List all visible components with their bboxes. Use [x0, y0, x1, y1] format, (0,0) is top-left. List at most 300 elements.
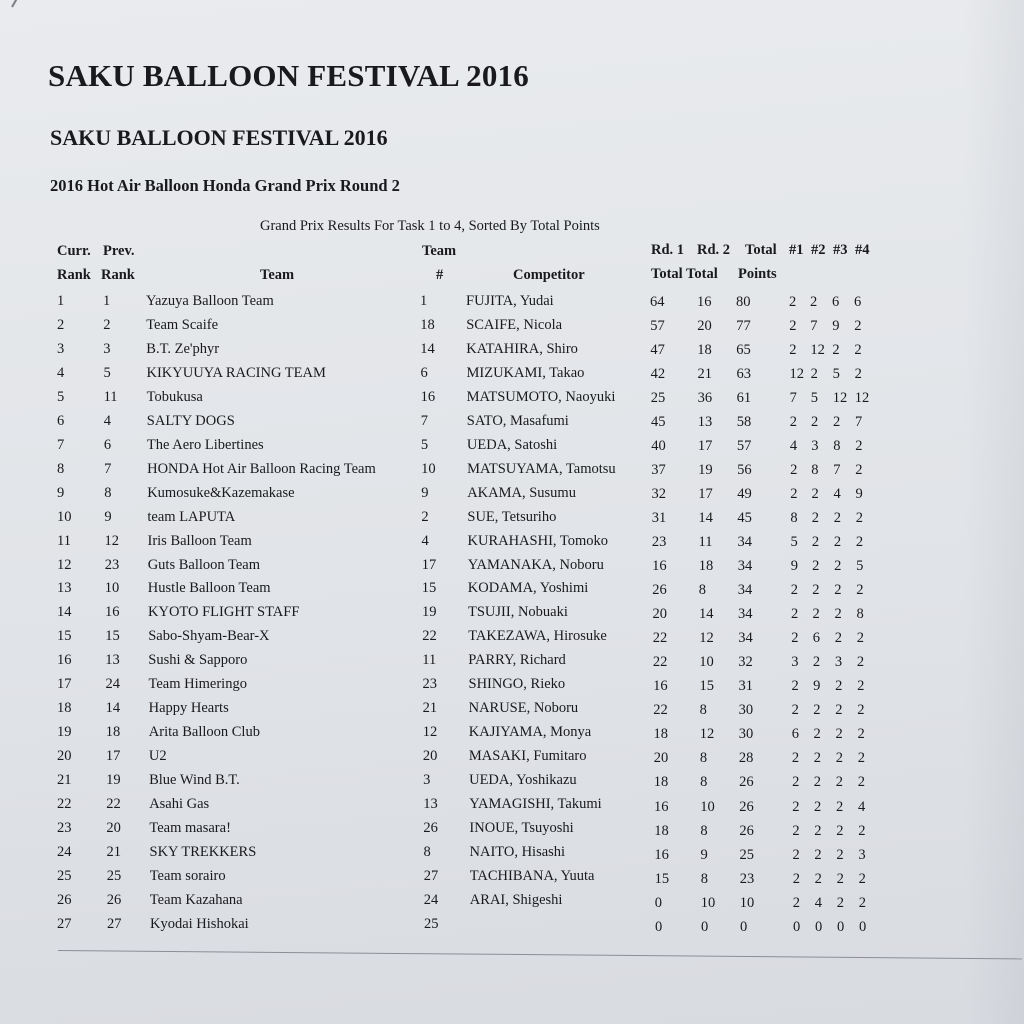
cell-task-3: 2 [834, 582, 842, 599]
cell-team-name: Team masara! [149, 819, 231, 836]
cell-rd1-total: 18 [653, 726, 668, 743]
cell-task-4: 5 [856, 558, 864, 574]
cell-task-4: 2 [858, 822, 866, 839]
cell-prev-rank: 27 [107, 915, 122, 932]
cell-curr-rank: 10 [57, 508, 72, 525]
cell-rd2-total: 12 [699, 630, 714, 647]
cell-total-points: 56 [737, 461, 752, 478]
cell-total-points: 23 [739, 870, 755, 887]
cell-task-1: 0 [793, 918, 801, 935]
header-total-bottom: Points [738, 266, 777, 282]
header-team: Team [260, 267, 295, 283]
cell-task-2: 0 [815, 918, 823, 935]
cell-prev-rank: 23 [104, 556, 120, 573]
results-caption: Grand Prix Results For Task 1 to 4, Sorted By Total Points [260, 218, 600, 234]
cell-prev-rank: 19 [106, 772, 121, 788]
cell-task-4: 2 [857, 774, 866, 791]
cell-rd1-total: 22 [652, 630, 668, 647]
cell-task-1: 2 [790, 461, 798, 478]
cell-task-3: 9 [832, 317, 840, 334]
header-prev-bottom: Rank [101, 267, 135, 283]
cell-rd1-total: 42 [650, 365, 666, 382]
cell-task-1: 2 [792, 894, 801, 911]
cell-prev-rank: 14 [105, 700, 121, 717]
cell-task-1: 2 [792, 870, 800, 887]
cell-competitor: KAJIYAMA, Monya [468, 724, 592, 741]
cell-total-points: 26 [739, 798, 754, 815]
cell-team-name: SKY TREKKERS [149, 843, 257, 860]
cell-rd1-total: 22 [653, 702, 668, 719]
cell-total-points: 26 [739, 774, 754, 791]
cell-task-3: 2 [833, 534, 842, 550]
cell-total-points: 28 [738, 750, 754, 767]
header-rd-bottom: Total Total [651, 266, 718, 282]
cell-task-1: 4 [789, 437, 798, 454]
cell-total-points: 30 [738, 702, 754, 719]
cell-task-3: 2 [835, 702, 843, 719]
cell-team-number: 13 [423, 796, 438, 812]
cell-task-3: 2 [834, 630, 842, 647]
cell-task-2: 2 [812, 582, 820, 599]
cell-competitor: MATSUYAMA, Tamotsu [467, 460, 616, 477]
cell-team-name: KIKYUUYA RACING TEAM [146, 364, 326, 381]
cell-rd1-total: 16 [653, 678, 668, 695]
cell-task-1: 7 [789, 389, 797, 406]
document-subtitle: SAKU BALLOON FESTIVAL 2016 [50, 125, 388, 150]
cell-competitor: TSUJII, Nobuaki [468, 604, 568, 621]
cell-team-number: 21 [422, 700, 438, 717]
cell-team-number: 3 [423, 772, 431, 788]
header-team-num-bottom: # [436, 267, 444, 283]
cell-total-points: 80 [736, 293, 751, 310]
cell-rd1-total: 18 [654, 822, 669, 839]
cell-prev-rank: 11 [103, 388, 118, 405]
cell-curr-rank: 27 [57, 915, 72, 932]
header-competitor: Competitor [513, 267, 585, 283]
cell-total-points: 0 [740, 918, 748, 935]
cell-team-number: 2 [421, 508, 429, 525]
cell-task-4: 9 [855, 485, 863, 502]
cell-task-3: 2 [836, 846, 844, 863]
cell-curr-rank: 23 [57, 819, 72, 836]
cell-prev-rank: 7 [104, 460, 112, 477]
cell-curr-rank: 18 [57, 700, 72, 717]
cell-task-1: 2 [789, 341, 797, 358]
cell-competitor: MIZUKAMI, Takao [466, 364, 585, 381]
cell-rd1-total: 15 [654, 870, 670, 887]
cell-rd2-total: 13 [697, 413, 713, 430]
cell-rd2-total: 8 [699, 702, 707, 719]
cell-curr-rank: 24 [57, 843, 72, 860]
cell-task-4: 2 [857, 726, 865, 743]
cell-task-3: 2 [833, 509, 841, 526]
cell-task-1: 2 [792, 798, 800, 815]
cell-task-1: 2 [790, 582, 799, 599]
cell-curr-rank: 9 [57, 484, 65, 501]
cell-curr-rank: 25 [57, 867, 72, 884]
cell-total-points: 45 [737, 509, 752, 526]
cell-task-4: 2 [855, 437, 863, 454]
cell-prev-rank: 9 [104, 508, 112, 525]
cell-team-name: Arita Balloon Club [148, 724, 260, 741]
cell-team-name: SALTY DOGS [146, 412, 235, 429]
cell-task-2: 2 [811, 485, 819, 502]
cell-competitor: YAMANAKA, Noboru [467, 556, 604, 573]
cell-rd1-total: 64 [650, 293, 665, 310]
cell-task-2: 4 [814, 894, 823, 911]
cell-prev-rank: 8 [104, 484, 112, 501]
cell-total-points: 26 [739, 822, 754, 839]
cell-task-3: 5 [832, 365, 840, 382]
cell-task-4: 12 [854, 389, 870, 406]
cell-task-3: 2 [833, 413, 841, 430]
cell-prev-rank: 17 [105, 748, 121, 764]
cell-team-name: Iris Balloon Team [147, 532, 252, 549]
cell-total-points: 63 [736, 365, 751, 382]
cell-competitor: KATAHIRA, Shiro [466, 340, 578, 357]
cell-rd1-total: 25 [650, 389, 666, 406]
cell-rd2-total: 21 [697, 365, 712, 382]
cell-task-2: 2 [813, 702, 821, 719]
cell-team-name: Blue Wind B.T. [149, 772, 240, 788]
cell-prev-rank: 5 [103, 364, 111, 381]
cell-team-number: 24 [423, 891, 439, 908]
event-name: 2016 Hot Air Balloon Honda Grand Prix Round 2 [50, 176, 400, 195]
cell-rd1-total: 22 [652, 654, 668, 671]
cell-team-name: Kyodai Hishokai [150, 915, 249, 932]
cell-task-2: 2 [811, 534, 820, 550]
cell-rd2-total: 10 [700, 894, 716, 911]
cell-task-1: 2 [791, 630, 799, 647]
cell-total-points: 25 [739, 846, 754, 863]
cell-rd2-total: 15 [699, 678, 714, 695]
cell-team-name: Hustle Balloon Team [147, 580, 271, 597]
cell-task-1: 2 [791, 606, 799, 623]
cell-rd1-total: 45 [651, 413, 666, 430]
cell-total-points: 34 [737, 558, 753, 574]
cell-team-name: Sabo-Shyam-Bear-X [148, 628, 270, 645]
header-task-4: #4 [855, 242, 870, 258]
paper-edge-shadow [964, 0, 1024, 1024]
cell-task-1: 9 [790, 558, 798, 574]
cell-competitor: SUE, Tetsuriho [467, 508, 557, 525]
cell-curr-rank: 15 [57, 628, 72, 645]
cell-prev-rank: 2 [103, 316, 111, 333]
cell-competitor: NAITO, Hisashi [469, 843, 566, 860]
cell-team-name: Team Kazahana [149, 891, 243, 908]
cell-team-number: 10 [421, 460, 436, 477]
cell-rd2-total: 8 [698, 582, 707, 599]
cell-task-3: 4 [833, 485, 841, 502]
cell-rd1-total: 0 [655, 918, 663, 935]
cell-task-4: 3 [858, 846, 866, 863]
header-task-2: #2 [811, 242, 826, 258]
cell-curr-rank: 16 [57, 652, 72, 669]
cell-rd2-total: 19 [698, 461, 713, 478]
cell-rd2-total: 9 [700, 846, 708, 863]
cell-curr-rank: 26 [57, 891, 72, 908]
cell-task-4: 2 [854, 365, 862, 382]
cell-task-3: 2 [835, 678, 843, 695]
cell-task-1: 2 [792, 822, 800, 839]
cell-total-points: 34 [737, 582, 753, 599]
cell-rd1-total: 32 [651, 485, 666, 502]
cell-task-2: 6 [812, 630, 820, 647]
cell-team-name: Guts Balloon Team [147, 556, 260, 573]
cell-task-3: 6 [832, 293, 840, 310]
cell-task-3: 2 [835, 726, 843, 743]
header-task-1: #1 [789, 242, 804, 258]
cell-team-number: 27 [423, 867, 439, 884]
cell-rd1-total: 16 [652, 558, 667, 574]
cell-task-2: 2 [811, 413, 819, 430]
cell-prev-rank: 22 [106, 796, 121, 812]
cell-prev-rank: 6 [103, 436, 112, 453]
cell-rd2-total: 16 [697, 293, 712, 310]
cell-curr-rank: 17 [57, 676, 72, 693]
cell-prev-rank: 24 [105, 676, 120, 693]
cell-task-3: 0 [837, 918, 845, 935]
cell-rd1-total: 47 [650, 341, 665, 358]
cell-rd2-total: 12 [699, 726, 715, 743]
cell-task-2: 2 [812, 654, 821, 671]
cell-team-number: 12 [422, 724, 438, 741]
cell-rd1-total: 40 [651, 437, 666, 454]
cell-team-number: 9 [421, 484, 429, 501]
document-title: SAKU BALLOON FESTIVAL 2016 [48, 58, 529, 93]
cell-curr-rank: 4 [57, 364, 65, 381]
cell-task-4: 2 [857, 678, 865, 695]
header-team-num-top: Team [422, 243, 457, 259]
cell-team-name: team LAPUTA [147, 508, 236, 525]
cell-rd2-total: 0 [701, 918, 709, 935]
cell-curr-rank: 1 [57, 293, 65, 309]
cell-task-4: 2 [857, 750, 865, 767]
header-prev-top: Prev. [103, 243, 135, 259]
cell-total-points: 61 [736, 389, 752, 406]
cell-task-4: 8 [856, 606, 864, 623]
cell-team-name: Tobukusa [146, 388, 203, 405]
cell-task-4: 2 [855, 534, 864, 550]
cell-task-1: 2 [792, 774, 800, 791]
cell-team-number: 22 [422, 628, 437, 645]
cell-task-1: 2 [789, 317, 797, 334]
header-total-top: Total [745, 242, 777, 258]
cell-task-2: 3 [811, 437, 819, 454]
cell-task-3: 2 [836, 870, 844, 887]
cell-task-2: 5 [810, 389, 819, 406]
cell-task-1: 2 [791, 750, 800, 767]
cell-total-points: 34 [737, 534, 752, 550]
cell-competitor: KODAMA, Yoshimi [467, 580, 589, 597]
cell-total-points: 57 [736, 437, 752, 454]
cell-task-2: 2 [814, 870, 822, 887]
cell-task-4: 6 [854, 293, 862, 310]
cell-task-1: 8 [790, 509, 798, 526]
cell-competitor: SATO, Masafumi [466, 412, 569, 429]
cell-team-name: Team sorairo [149, 867, 226, 884]
header-rd1-top: Rd. 1 [651, 242, 685, 258]
cell-rd2-total: 18 [697, 341, 712, 358]
cell-task-2: 2 [813, 774, 822, 791]
cell-task-3: 2 [834, 606, 842, 623]
cell-prev-rank: 15 [105, 628, 120, 645]
cell-rd2-total: 8 [700, 774, 708, 791]
cell-team-number: 7 [420, 412, 429, 429]
cell-task-4: 2 [856, 630, 864, 647]
cell-total-points: 65 [736, 341, 751, 358]
cell-task-3: 2 [835, 750, 843, 767]
cell-prev-rank: 21 [106, 843, 121, 860]
cell-competitor: ARAI, Shigeshi [469, 891, 563, 908]
cell-total-points: 32 [738, 654, 753, 671]
cell-rd1-total: 57 [650, 317, 665, 334]
cell-task-2: 2 [811, 509, 819, 526]
cell-rd1-total: 23 [651, 534, 667, 550]
cell-task-4: 2 [858, 894, 867, 911]
cell-rd2-total: 11 [698, 534, 713, 550]
cell-prev-rank: 13 [105, 652, 120, 669]
cell-curr-rank: 6 [57, 412, 65, 429]
cell-rd2-total: 10 [699, 654, 714, 671]
cell-team-name: Happy Hearts [148, 700, 229, 717]
cell-prev-rank: 4 [103, 412, 112, 429]
cell-rd2-total: 36 [697, 389, 713, 406]
cell-task-1: 6 [791, 726, 800, 743]
cell-team-number: 8 [423, 843, 431, 860]
cell-task-3: 12 [832, 389, 848, 406]
cell-team-number: 6 [420, 364, 428, 381]
cell-task-2: 2 [814, 822, 822, 839]
cell-total-points: 10 [739, 894, 755, 911]
cell-team-name: Team Scaife [146, 316, 219, 333]
cell-task-2: 2 [813, 726, 821, 743]
cell-team-number: 19 [422, 604, 437, 621]
cell-total-points: 34 [738, 630, 753, 647]
cell-total-points: 30 [738, 726, 754, 743]
cell-task-2: 12 [810, 341, 825, 358]
cell-team-name: The Aero Libertines [146, 436, 264, 453]
cell-task-3: 3 [834, 654, 843, 671]
cell-task-1: 12 [789, 365, 804, 382]
cell-rd1-total: 37 [651, 461, 666, 478]
cell-team-name: Yazuya Balloon Team [146, 293, 274, 309]
cell-task-1: 2 [791, 702, 799, 719]
cell-task-1: 2 [792, 846, 800, 863]
cell-task-2: 2 [814, 846, 822, 863]
cell-prev-rank: 10 [104, 580, 120, 597]
cell-curr-rank: 13 [57, 580, 72, 597]
cell-team-number: 5 [420, 436, 429, 453]
cell-curr-rank: 5 [57, 388, 65, 405]
cell-competitor: TAKEZAWA, Hirosuke [468, 628, 607, 645]
cell-team-name: HONDA Hot Air Balloon Racing Team [147, 460, 376, 477]
cell-competitor: UEDA, Yoshikazu [469, 772, 577, 788]
cell-total-points: 34 [738, 606, 753, 623]
cell-competitor: AKAMA, Susumu [467, 484, 576, 501]
cell-rd1-total: 31 [651, 509, 667, 526]
cell-curr-rank: 7 [57, 436, 65, 453]
cell-competitor: SHINGO, Rieko [468, 676, 566, 693]
cell-competitor: SCAIFE, Nicola [466, 316, 563, 333]
cell-task-4: 2 [854, 317, 862, 334]
cell-prev-rank: 18 [105, 724, 121, 741]
cell-rd2-total: 8 [699, 750, 708, 767]
cell-prev-rank: 26 [106, 891, 122, 908]
cell-task-4: 2 [858, 870, 866, 887]
cell-task-3: 2 [836, 798, 844, 815]
cell-team-number: 20 [422, 748, 438, 764]
cell-prev-rank: 16 [105, 604, 120, 621]
cell-task-4: 2 [856, 582, 864, 599]
cell-rd2-total: 10 [700, 798, 715, 815]
cell-task-1: 5 [790, 534, 798, 550]
cell-rd2-total: 14 [698, 509, 713, 526]
cell-competitor: UEDA, Satoshi [466, 436, 558, 453]
cell-rd1-total: 20 [653, 750, 669, 767]
cell-prev-rank: 12 [104, 532, 119, 549]
cell-prev-rank: 25 [106, 867, 122, 884]
cell-task-3: 8 [833, 437, 841, 454]
cell-curr-rank: 14 [57, 604, 72, 621]
cell-rd1-total: 0 [654, 894, 663, 911]
cell-total-points: 77 [736, 317, 751, 334]
cell-task-3: 2 [835, 774, 844, 791]
cell-task-2: 7 [810, 317, 818, 334]
cell-team-number: 16 [420, 388, 436, 405]
cell-curr-rank: 19 [57, 724, 72, 741]
cell-team-name: KYOTO FLIGHT STAFF [148, 604, 300, 621]
cell-task-1: 2 [789, 293, 797, 310]
cell-task-3: 2 [836, 822, 844, 839]
cell-curr-rank: 2 [57, 316, 65, 333]
cell-task-4: 2 [855, 461, 863, 478]
cell-task-1: 3 [791, 654, 799, 671]
cell-team-number: 18 [420, 316, 435, 333]
cell-curr-rank: 12 [57, 556, 72, 573]
cell-team-number: 4 [421, 532, 429, 549]
cell-rd1-total: 16 [654, 798, 669, 815]
cell-prev-rank: 20 [106, 819, 121, 836]
cell-task-2: 2 [812, 558, 820, 574]
cell-rd1-total: 20 [652, 606, 667, 623]
cell-task-4: 2 [857, 702, 865, 719]
cell-curr-rank: 22 [57, 796, 72, 812]
cell-total-points: 58 [736, 413, 752, 430]
cell-rd2-total: 14 [699, 606, 714, 623]
cell-task-3: 2 [832, 341, 840, 358]
cell-team-number: 17 [421, 556, 437, 573]
header-task-3: #3 [833, 242, 848, 258]
cell-total-points: 31 [738, 678, 753, 695]
cell-competitor: MATSUMOTO, Naoyuki [466, 388, 616, 405]
cell-curr-rank: 3 [57, 340, 65, 357]
cell-rd2-total: 18 [698, 558, 714, 574]
cell-team-number: 26 [423, 819, 438, 836]
cell-competitor: FUJITA, Yudai [466, 293, 554, 309]
cell-total-points: 49 [737, 485, 752, 502]
cell-team-number: 25 [424, 915, 439, 932]
cell-team-name: U2 [148, 748, 167, 764]
cell-team-name: Sushi & Sapporo [148, 652, 248, 669]
cell-competitor: YAMAGISHI, Takumi [469, 796, 602, 812]
cell-team-name: Team Himeringo [148, 676, 247, 693]
cell-task-2: 2 [814, 798, 822, 815]
cell-task-2: 2 [810, 365, 818, 382]
cell-rd1-total: 18 [653, 774, 669, 791]
cell-task-2: 8 [811, 461, 819, 478]
cell-competitor: INOUE, Tsuyoshi [469, 819, 574, 836]
